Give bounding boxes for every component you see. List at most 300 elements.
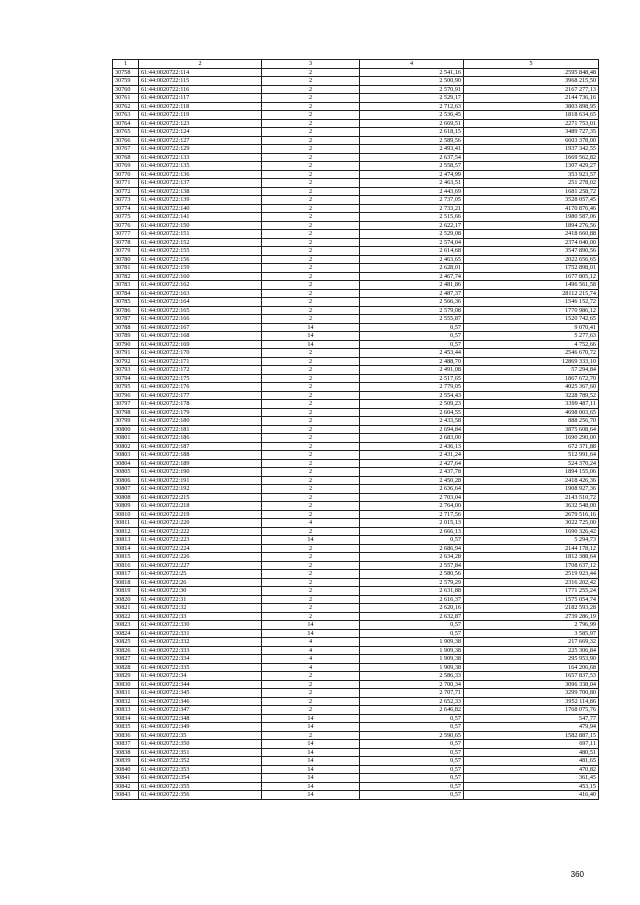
type-cell: 2 bbox=[262, 672, 360, 681]
cadastral-number-cell: 61:44:0020722:187 bbox=[139, 442, 262, 451]
type-cell: 2 bbox=[262, 408, 360, 417]
type-cell: 2 bbox=[262, 255, 360, 264]
row-index-cell: 30815 bbox=[113, 553, 139, 562]
table-row bbox=[113, 510, 599, 519]
value-cell: 2 796,99 bbox=[464, 621, 599, 630]
row-index-cell: 30798 bbox=[113, 408, 139, 417]
row-index-cell: 30841 bbox=[113, 774, 139, 783]
table-row bbox=[113, 408, 599, 417]
row-index-cell: 30816 bbox=[113, 561, 139, 570]
type-cell: 2 bbox=[262, 315, 360, 324]
type-cell: 2 bbox=[262, 527, 360, 536]
type-cell: 2 bbox=[262, 468, 360, 477]
value-cell: 3022 725,00 bbox=[464, 519, 599, 528]
cadastral-number-cell: 61:44:0020722:139 bbox=[139, 196, 262, 205]
area-cell: 0,57 bbox=[360, 748, 464, 757]
area-cell: 0,57 bbox=[360, 782, 464, 791]
area-cell: 0,57 bbox=[360, 757, 464, 766]
cadastral-number-cell: 61:44:0020722:220 bbox=[139, 519, 262, 528]
value-cell: 6603 378,00 bbox=[464, 136, 599, 145]
table-row bbox=[113, 476, 599, 485]
value-cell: 1770 986,12 bbox=[464, 306, 599, 315]
table-row bbox=[113, 723, 599, 732]
table-row bbox=[113, 570, 599, 579]
cadastral-number-cell: 61:44:0020722:33 bbox=[139, 612, 262, 621]
value-cell: 888 256,70 bbox=[464, 417, 599, 426]
type-cell: 4 bbox=[262, 663, 360, 672]
value-cell: 164 206,68 bbox=[464, 663, 599, 672]
value-cell: 480,51 bbox=[464, 748, 599, 757]
row-index-cell: 30772 bbox=[113, 187, 139, 196]
column-header-5: 5 bbox=[464, 60, 599, 69]
row-index-cell: 30817 bbox=[113, 570, 139, 579]
area-cell: 0,57 bbox=[360, 621, 464, 630]
area-cell: 2 652,33 bbox=[360, 697, 464, 706]
table-row bbox=[113, 485, 599, 494]
table-row bbox=[113, 757, 599, 766]
type-cell: 2 bbox=[262, 425, 360, 434]
cadastral-number-cell: 61:44:0020722:26 bbox=[139, 578, 262, 587]
cadastral-number-cell: 61:44:0020722:348 bbox=[139, 714, 262, 723]
value-cell: 2316 202,42 bbox=[464, 578, 599, 587]
type-cell: 2 bbox=[262, 281, 360, 290]
area-cell: 1 909,38 bbox=[360, 663, 464, 672]
row-index-cell: 30820 bbox=[113, 595, 139, 604]
value-cell: 3952 114,86 bbox=[464, 697, 599, 706]
cadastral-number-cell: 61:44:0020722:188 bbox=[139, 451, 262, 460]
value-cell: 1677 805,12 bbox=[464, 272, 599, 281]
table-row bbox=[113, 561, 599, 570]
area-cell: 2 586,33 bbox=[360, 672, 464, 681]
area-cell: 2 666,13 bbox=[360, 527, 464, 536]
area-cell: 2 636,64 bbox=[360, 485, 464, 494]
table-row bbox=[113, 740, 599, 749]
type-cell: 2 bbox=[262, 102, 360, 111]
type-cell: 14 bbox=[262, 621, 360, 630]
table-row bbox=[113, 646, 599, 655]
table-row bbox=[113, 544, 599, 553]
type-cell: 2 bbox=[262, 510, 360, 519]
row-index-cell: 30805 bbox=[113, 468, 139, 477]
row-index-cell: 30803 bbox=[113, 451, 139, 460]
table-row bbox=[113, 612, 599, 621]
cadastral-number-cell: 61:44:0020722:25 bbox=[139, 570, 262, 579]
area-cell: 2 463,65 bbox=[360, 255, 464, 264]
row-index-cell: 30788 bbox=[113, 323, 139, 332]
area-cell: 2 620,16 bbox=[360, 604, 464, 613]
table-row bbox=[113, 621, 599, 630]
table-row bbox=[113, 102, 599, 111]
type-cell: 14 bbox=[262, 748, 360, 757]
row-index-cell: 30767 bbox=[113, 145, 139, 154]
cadastral-number-cell: 61:44:0020722:34 bbox=[139, 672, 262, 681]
value-cell: 1980 587,06 bbox=[464, 213, 599, 222]
row-index-cell: 30761 bbox=[113, 94, 139, 103]
cadastral-number-cell: 61:44:0020722:180 bbox=[139, 417, 262, 426]
row-index-cell: 30800 bbox=[113, 425, 139, 434]
table-row bbox=[113, 527, 599, 536]
value-cell: 2167 277,13 bbox=[464, 85, 599, 94]
type-cell: 2 bbox=[262, 247, 360, 256]
value-cell: 4170 876,46 bbox=[464, 204, 599, 213]
cadastral-number-cell: 61:44:0020722:117 bbox=[139, 94, 262, 103]
type-cell: 2 bbox=[262, 570, 360, 579]
table-row bbox=[113, 459, 599, 468]
area-cell: 2 717,56 bbox=[360, 510, 464, 519]
table-row bbox=[113, 298, 599, 307]
row-index-cell: 30793 bbox=[113, 366, 139, 375]
type-cell: 14 bbox=[262, 714, 360, 723]
cadastral-number-cell: 61:44:0020722:178 bbox=[139, 400, 262, 409]
value-cell: 295 953,90 bbox=[464, 655, 599, 664]
area-cell: 2 637,54 bbox=[360, 153, 464, 162]
row-index-cell: 30824 bbox=[113, 629, 139, 638]
type-cell: 4 bbox=[262, 519, 360, 528]
area-cell: 2 541,16 bbox=[360, 68, 464, 77]
table-row bbox=[113, 391, 599, 400]
table-row bbox=[113, 111, 599, 120]
type-cell: 4 bbox=[262, 638, 360, 647]
area-cell: 2 015,13 bbox=[360, 519, 464, 528]
table-row bbox=[113, 536, 599, 545]
row-index-cell: 30822 bbox=[113, 612, 139, 621]
table-header bbox=[113, 60, 599, 69]
table-row bbox=[113, 425, 599, 434]
type-cell: 2 bbox=[262, 383, 360, 392]
area-cell: 2 487,37 bbox=[360, 289, 464, 298]
row-index-cell: 30785 bbox=[113, 298, 139, 307]
table-row bbox=[113, 519, 599, 528]
table-row bbox=[113, 272, 599, 281]
value-cell: 672 371,88 bbox=[464, 442, 599, 451]
type-cell: 2 bbox=[262, 476, 360, 485]
table-row bbox=[113, 442, 599, 451]
area-cell: 2 779,05 bbox=[360, 383, 464, 392]
table-row bbox=[113, 697, 599, 706]
area-cell: 2 580,56 bbox=[360, 570, 464, 579]
cadastral-number-cell: 61:44:0020722:151 bbox=[139, 230, 262, 239]
area-cell: 0,57 bbox=[360, 765, 464, 774]
type-cell: 2 bbox=[262, 391, 360, 400]
cadastral-number-cell: 61:44:0020722:123 bbox=[139, 119, 262, 128]
table-row bbox=[113, 663, 599, 672]
area-cell: 2 632,87 bbox=[360, 612, 464, 621]
row-index-cell: 30776 bbox=[113, 221, 139, 230]
type-cell: 2 bbox=[262, 162, 360, 171]
table-row bbox=[113, 221, 599, 230]
type-cell: 2 bbox=[262, 298, 360, 307]
value-cell: 1690 326,42 bbox=[464, 527, 599, 536]
row-index-cell: 30814 bbox=[113, 544, 139, 553]
type-cell: 2 bbox=[262, 306, 360, 315]
value-cell: 1520 742,65 bbox=[464, 315, 599, 324]
area-cell: 2 616,37 bbox=[360, 595, 464, 604]
row-index-cell: 30779 bbox=[113, 247, 139, 256]
area-cell: 2 517,65 bbox=[360, 374, 464, 383]
area-cell: 0,57 bbox=[360, 332, 464, 341]
type-cell: 2 bbox=[262, 94, 360, 103]
table-row bbox=[113, 128, 599, 137]
value-cell: 3489 727,35 bbox=[464, 128, 599, 137]
row-index-cell: 30769 bbox=[113, 162, 139, 171]
type-cell: 2 bbox=[262, 553, 360, 562]
type-cell: 2 bbox=[262, 213, 360, 222]
type-cell: 2 bbox=[262, 434, 360, 443]
type-cell: 2 bbox=[262, 179, 360, 188]
cadastral-number-cell: 61:44:0020722:189 bbox=[139, 459, 262, 468]
cadastral-number-cell: 61:44:0020722:114 bbox=[139, 68, 262, 77]
area-cell: 2 683,00 bbox=[360, 434, 464, 443]
table-row bbox=[113, 85, 599, 94]
row-index-cell: 30809 bbox=[113, 502, 139, 511]
row-index-cell: 30787 bbox=[113, 315, 139, 324]
row-index-cell: 30842 bbox=[113, 782, 139, 791]
row-index-cell: 30812 bbox=[113, 527, 139, 536]
table-row bbox=[113, 170, 599, 179]
value-cell: 1867 672,70 bbox=[464, 374, 599, 383]
table-row bbox=[113, 689, 599, 698]
type-cell: 14 bbox=[262, 332, 360, 341]
type-cell: 2 bbox=[262, 578, 360, 587]
table-row bbox=[113, 153, 599, 162]
row-index-cell: 30804 bbox=[113, 459, 139, 468]
table-row bbox=[113, 417, 599, 426]
cadastral-number-cell: 61:44:0020722:351 bbox=[139, 748, 262, 757]
table-row bbox=[113, 187, 599, 196]
row-index-cell: 30774 bbox=[113, 204, 139, 213]
cadastral-number-cell: 61:44:0020722:352 bbox=[139, 757, 262, 766]
value-cell: 3228 789,52 bbox=[464, 391, 599, 400]
cadastral-number-cell: 61:44:0020722:334 bbox=[139, 655, 262, 664]
row-index-cell: 30771 bbox=[113, 179, 139, 188]
table-row bbox=[113, 238, 599, 247]
area-cell: 2 589,56 bbox=[360, 136, 464, 145]
value-cell: 1768 075,76 bbox=[464, 706, 599, 715]
table-row bbox=[113, 306, 599, 315]
type-cell: 2 bbox=[262, 366, 360, 375]
type-cell: 2 bbox=[262, 238, 360, 247]
value-cell: 524 370,24 bbox=[464, 459, 599, 468]
table-row bbox=[113, 595, 599, 604]
row-index-cell: 30796 bbox=[113, 391, 139, 400]
row-index-cell: 30766 bbox=[113, 136, 139, 145]
value-cell: 2271 753,01 bbox=[464, 119, 599, 128]
table-row bbox=[113, 357, 599, 366]
type-cell: 2 bbox=[262, 680, 360, 689]
type-cell: 14 bbox=[262, 340, 360, 349]
row-index-cell: 30768 bbox=[113, 153, 139, 162]
area-cell: 2 590,65 bbox=[360, 731, 464, 740]
type-cell: 2 bbox=[262, 221, 360, 230]
cadastral-number-cell: 61:44:0020722:186 bbox=[139, 434, 262, 443]
area-cell: 2 500,90 bbox=[360, 77, 464, 86]
row-index-cell: 30782 bbox=[113, 272, 139, 281]
cadastral-number-cell: 61:44:0020722:171 bbox=[139, 357, 262, 366]
value-cell: 3299 700,80 bbox=[464, 689, 599, 698]
row-index-cell: 30777 bbox=[113, 230, 139, 239]
type-cell: 2 bbox=[262, 587, 360, 596]
type-cell: 2 bbox=[262, 145, 360, 154]
row-index-cell: 30811 bbox=[113, 519, 139, 528]
area-cell: 2 488,70 bbox=[360, 357, 464, 366]
cadastral-number-cell: 61:44:0020722:353 bbox=[139, 765, 262, 774]
row-index-cell: 30758 bbox=[113, 68, 139, 77]
cadastral-number-cell: 61:44:0020722:141 bbox=[139, 213, 262, 222]
area-cell: 2 566,36 bbox=[360, 298, 464, 307]
type-cell: 2 bbox=[262, 289, 360, 298]
area-cell: 2 631,88 bbox=[360, 587, 464, 596]
value-cell: 1894 276,56 bbox=[464, 221, 599, 230]
type-cell: 2 bbox=[262, 374, 360, 383]
value-cell: 1496 561,58 bbox=[464, 281, 599, 290]
row-index-cell: 30801 bbox=[113, 434, 139, 443]
area-cell: 2 463,51 bbox=[360, 179, 464, 188]
row-index-cell: 30821 bbox=[113, 604, 139, 613]
cadastral-number-cell: 61:44:0020722:167 bbox=[139, 323, 262, 332]
type-cell: 2 bbox=[262, 128, 360, 137]
row-index-cell: 30828 bbox=[113, 663, 139, 672]
row-index-cell: 30807 bbox=[113, 485, 139, 494]
column-header-1: 1 bbox=[113, 60, 139, 69]
cadastral-number-cell: 61:44:0020722:215 bbox=[139, 493, 262, 502]
area-cell: 2 579,29 bbox=[360, 578, 464, 587]
type-cell: 2 bbox=[262, 485, 360, 494]
cadastral-number-cell: 61:44:0020722:129 bbox=[139, 145, 262, 154]
cadastral-number-cell: 61:44:0020722:347 bbox=[139, 706, 262, 715]
row-index-cell: 30792 bbox=[113, 357, 139, 366]
table-row bbox=[113, 366, 599, 375]
area-cell: 2 436,13 bbox=[360, 442, 464, 451]
cadastral-number-cell: 61:44:0020722:192 bbox=[139, 485, 262, 494]
column-header-4: 4 bbox=[360, 60, 464, 69]
area-cell: 2 433,58 bbox=[360, 417, 464, 426]
table-row bbox=[113, 264, 599, 273]
cadastral-number-cell: 61:44:0020722:332 bbox=[139, 638, 262, 647]
type-cell: 2 bbox=[262, 136, 360, 145]
table-row bbox=[113, 587, 599, 596]
type-cell: 14 bbox=[262, 323, 360, 332]
type-cell: 14 bbox=[262, 629, 360, 638]
cadastral-number-cell: 61:44:0020722:346 bbox=[139, 697, 262, 706]
table-row bbox=[113, 145, 599, 154]
area-cell: 2 515,66 bbox=[360, 213, 464, 222]
area-cell: 2 467,74 bbox=[360, 272, 464, 281]
table-row bbox=[113, 434, 599, 443]
table-row bbox=[113, 332, 599, 341]
type-cell: 14 bbox=[262, 757, 360, 766]
area-cell: 2 712,63 bbox=[360, 102, 464, 111]
row-index-cell: 30810 bbox=[113, 510, 139, 519]
row-index-cell: 30827 bbox=[113, 655, 139, 664]
area-cell: 2 529,08 bbox=[360, 230, 464, 239]
table-row bbox=[113, 655, 599, 664]
cadastral-number-cell: 61:44:0020722:227 bbox=[139, 561, 262, 570]
type-cell: 2 bbox=[262, 153, 360, 162]
value-cell: 2182 593,28 bbox=[464, 604, 599, 613]
value-cell: 2144 736,16 bbox=[464, 94, 599, 103]
value-cell: 361,45 bbox=[464, 774, 599, 783]
type-cell: 14 bbox=[262, 536, 360, 545]
table-row bbox=[113, 281, 599, 290]
table-row bbox=[113, 196, 599, 205]
cadastral-number-cell: 61:44:0020722:222 bbox=[139, 527, 262, 536]
area-cell: 2 579,08 bbox=[360, 306, 464, 315]
table-row bbox=[113, 553, 599, 562]
row-index-cell: 30819 bbox=[113, 587, 139, 596]
row-index-cell: 30762 bbox=[113, 102, 139, 111]
cadastral-number-cell: 61:44:0020722:152 bbox=[139, 238, 262, 247]
cadastral-number-cell: 61:44:0020722:115 bbox=[139, 77, 262, 86]
row-index-cell: 30843 bbox=[113, 791, 139, 800]
area-cell: 2 453,44 bbox=[360, 349, 464, 358]
area-cell: 2 669,51 bbox=[360, 119, 464, 128]
type-cell: 2 bbox=[262, 68, 360, 77]
area-cell: 2 570,91 bbox=[360, 85, 464, 94]
row-index-cell: 30832 bbox=[113, 697, 139, 706]
table-row bbox=[113, 629, 599, 638]
cadastral-number-cell: 61:44:0020722:176 bbox=[139, 383, 262, 392]
row-index-cell: 30802 bbox=[113, 442, 139, 451]
value-cell: 2546 670,72 bbox=[464, 349, 599, 358]
type-cell: 14 bbox=[262, 723, 360, 732]
cadastral-number-cell: 61:44:0020722:116 bbox=[139, 85, 262, 94]
value-cell: 3968 215,50 bbox=[464, 77, 599, 86]
value-cell: 3528 057,45 bbox=[464, 196, 599, 205]
cadastral-number-cell: 61:44:0020722:168 bbox=[139, 332, 262, 341]
value-cell: 5 277,63 bbox=[464, 332, 599, 341]
data-table bbox=[112, 59, 599, 800]
value-cell: 512 991,64 bbox=[464, 451, 599, 460]
table-row bbox=[113, 672, 599, 681]
cadastral-number-cell: 61:44:0020722:170 bbox=[139, 349, 262, 358]
cadastral-number-cell: 61:44:0020722:175 bbox=[139, 374, 262, 383]
cadastral-number-cell: 61:44:0020722:330 bbox=[139, 621, 262, 630]
row-index-cell: 30808 bbox=[113, 493, 139, 502]
cadastral-number-cell: 61:44:0020722:159 bbox=[139, 264, 262, 273]
value-cell: 12869 333,10 bbox=[464, 357, 599, 366]
table-row bbox=[113, 247, 599, 256]
row-index-cell: 30781 bbox=[113, 264, 139, 273]
value-cell: 697,11 bbox=[464, 740, 599, 749]
area-cell: 2 481,86 bbox=[360, 281, 464, 290]
area-cell: 2 686,94 bbox=[360, 544, 464, 553]
cadastral-number-cell: 61:44:0020722:31 bbox=[139, 595, 262, 604]
cadastral-number-cell: 61:44:0020722:179 bbox=[139, 408, 262, 417]
type-cell: 2 bbox=[262, 264, 360, 273]
area-cell: 2 703,04 bbox=[360, 493, 464, 502]
type-cell: 2 bbox=[262, 493, 360, 502]
cadastral-number-cell: 61:44:0020722:138 bbox=[139, 187, 262, 196]
type-cell: 14 bbox=[262, 740, 360, 749]
table-row bbox=[113, 315, 599, 324]
table-row bbox=[113, 340, 599, 349]
table-row bbox=[113, 493, 599, 502]
value-cell: 4698 003,65 bbox=[464, 408, 599, 417]
type-cell: 2 bbox=[262, 561, 360, 570]
table-row bbox=[113, 179, 599, 188]
value-cell: 3632 548,00 bbox=[464, 502, 599, 511]
row-index-cell: 30833 bbox=[113, 706, 139, 715]
row-index-cell: 30829 bbox=[113, 672, 139, 681]
cadastral-number-cell: 61:44:0020722:169 bbox=[139, 340, 262, 349]
type-cell: 2 bbox=[262, 111, 360, 120]
value-cell: 217 669,32 bbox=[464, 638, 599, 647]
table-row bbox=[113, 323, 599, 332]
table-row bbox=[113, 349, 599, 358]
area-cell: 2 764,00 bbox=[360, 502, 464, 511]
area-cell: 2 557,84 bbox=[360, 561, 464, 570]
area-cell: 2 700,34 bbox=[360, 680, 464, 689]
